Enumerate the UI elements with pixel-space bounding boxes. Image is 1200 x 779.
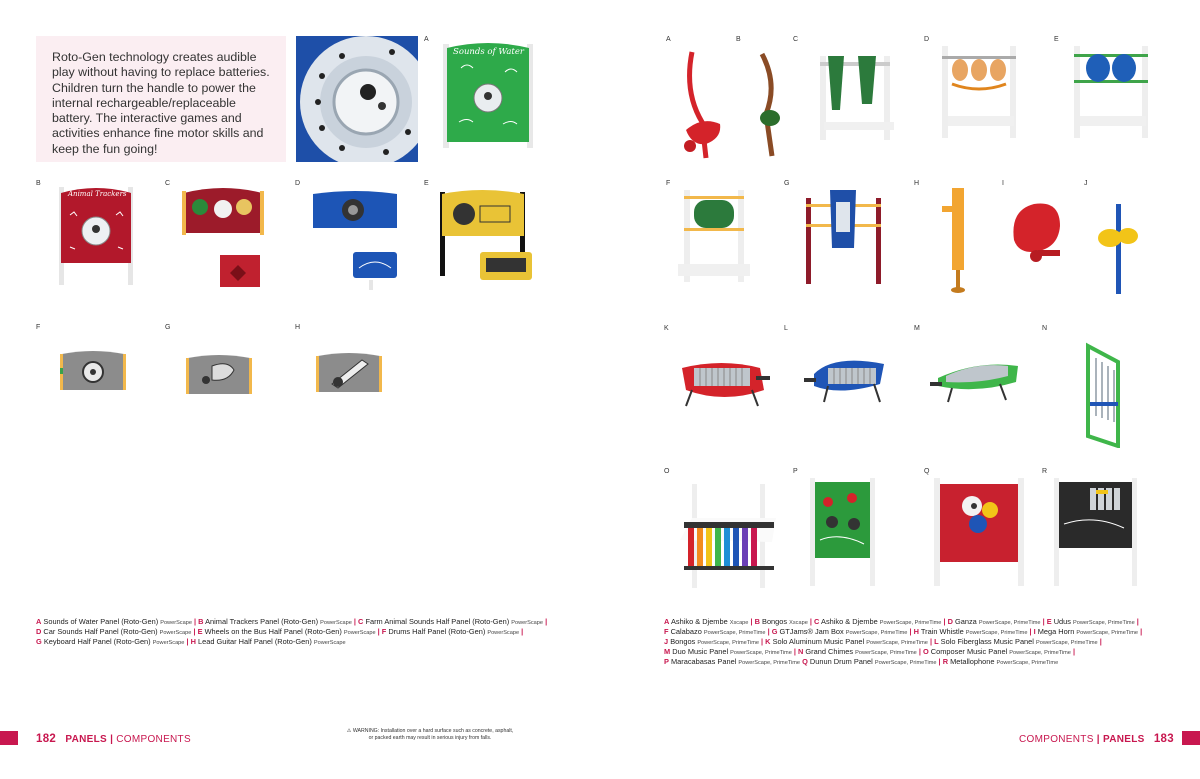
letter-l-right: L [784,325,788,332]
ashiko-djembe-xscape [676,50,726,160]
letter-d: D [295,180,301,187]
letter-n-right: N [1042,325,1048,332]
metallophone [1054,476,1138,586]
letter-q-right: Q [924,468,930,475]
solo-fiberglass-music-panel [804,352,894,424]
maracabasas-panel [810,476,876,586]
letter-h: H [295,324,301,331]
composer-music-panel [676,480,780,588]
letter-c-right: C [793,36,799,43]
left-caption-line-1: A Sounds of Water Panel (Roto-Gen) PowerScape | B Animal Trackers Panel (Roto-Gen) PowerScape | C Farm Animal Sounds Half Panel (Roto-Gen) PowerScape | [36,617,548,626]
letter-p-right: P [793,468,798,475]
mega-horn [1008,200,1064,290]
farm-animal-sounds-panel [180,185,266,291]
gtjams-jam-box [800,188,886,284]
right-caption-line-5: P Maracabasas Panel PowerScape, PrimeTime Q Dunun Drum Panel PowerScape, PrimeTime | R Metallophone PowerScape, PrimeTime [664,657,1059,666]
udus [1070,46,1152,138]
letter-m-right: M [914,325,920,332]
letter-b: B [36,180,41,187]
car-sounds-panel [309,188,401,292]
right-caption-line-3: J Bongos PowerScape, PrimeTime | K Solo Aluminum Music Panel PowerScape, PrimeTime | L Solo Fiberglass Music Panel PowerScape, PrimeTime | [664,637,1102,646]
left-caption-line-2: D Car Sounds Half Panel (Roto-Gen) PowerScape | E Wheels on the Bus Half Panel (Roto-Gen) PowerScape | F Drums Half Panel (Roto-Gen) PowerScape | [36,627,524,636]
bongos-powerscape [1096,196,1144,296]
letter-i-right: I [1002,180,1004,187]
grand-chimes [1084,342,1130,448]
letter-j-right: J [1084,180,1088,187]
left-caption-line-3: G Keyboard Half Panel (Roto-Gen) PowerScape | H Lead Guitar Half Panel (Roto-Gen) PowerScape [36,637,346,646]
letter-d-right: D [924,36,930,43]
warning-icon: ⚠ [346,728,352,734]
letter-b-right: B [736,36,741,43]
letter-g-right: G [784,180,790,187]
solo-aluminum-music-panel [676,354,772,426]
dunun-drum-panel [934,476,1024,586]
letter-f: F [36,324,41,331]
train-whistle [932,186,976,296]
letter-o-right: O [664,468,670,475]
duo-music-panel [930,354,1026,424]
wheels-on-the-bus-panel [434,186,542,294]
right-accent-bar [1182,731,1200,745]
ganza [938,46,1020,138]
letter-k-right: K [664,325,669,332]
animal-trackers-title: Animal Trackers [68,190,127,198]
left-footer: 182 PANELS | COMPONENTS [36,733,191,745]
sounds-of-water-title: Sounds of Water [453,47,524,57]
right-caption-line-4: M Duo Music Panel PowerScape, PrimeTime | N Grand Chimes PowerScape, PrimeTime | O Composer Music Panel PowerScape, PrimeTime | [664,647,1076,656]
letter-a-right: A [666,36,671,43]
letter-a: A [424,36,429,43]
letter-g: G [165,324,171,331]
roto-gen-crank-photo [296,36,418,162]
calabazo [672,190,758,282]
letter-e-right: E [1054,36,1059,43]
left-accent-bar [0,731,18,745]
sounds-of-water-panel [443,38,533,148]
letter-h-right: H [914,180,920,187]
letter-r-right: R [1042,468,1048,475]
drums-panel [58,348,128,408]
right-footer: COMPONENTS | PANELS 183 [1019,733,1174,745]
ashiko-djembe-powerscape [814,48,894,140]
letter-e: E [424,180,429,187]
letter-c: C [165,180,171,187]
animal-trackers-panel [56,185,136,285]
intro-text: Roto-Gen technology creates audible play without having to replace batteries. Children turn the handle to power the internal rechargeable/replaceable battery. The interactive games and activities enhance fine motor skills and keep the fun going! [36,36,286,162]
page-number-right: 183 [1153,733,1174,745]
right-caption-line-2: F Calabazo PowerScape, PrimeTime | G GTJams® Jam Box PowerScape, PrimeTime | H Train Whistle PowerScape, PrimeTime | I Mega Horn PowerScape, PrimeTime | [664,627,1143,636]
page-number-left: 182 [36,733,57,745]
bongos-xscape [752,52,792,160]
warning-text: ⚠ WARNING: Installation over a hard surface such as concrete, asphalt, or packed earth may result in serious injury from falls. [346,728,514,741]
letter-f-right: F [666,180,671,187]
lead-guitar-panel [314,350,384,410]
right-caption-line-1: A Ashiko & Djembe Xscape | B Bongos Xscape | C Ashiko & Djembe PowerScape, PrimeTime | D Ganza PowerScape, PrimeTime | E Udus PowerScape, PrimeTime | [664,617,1139,626]
keyboard-panel [184,352,254,412]
